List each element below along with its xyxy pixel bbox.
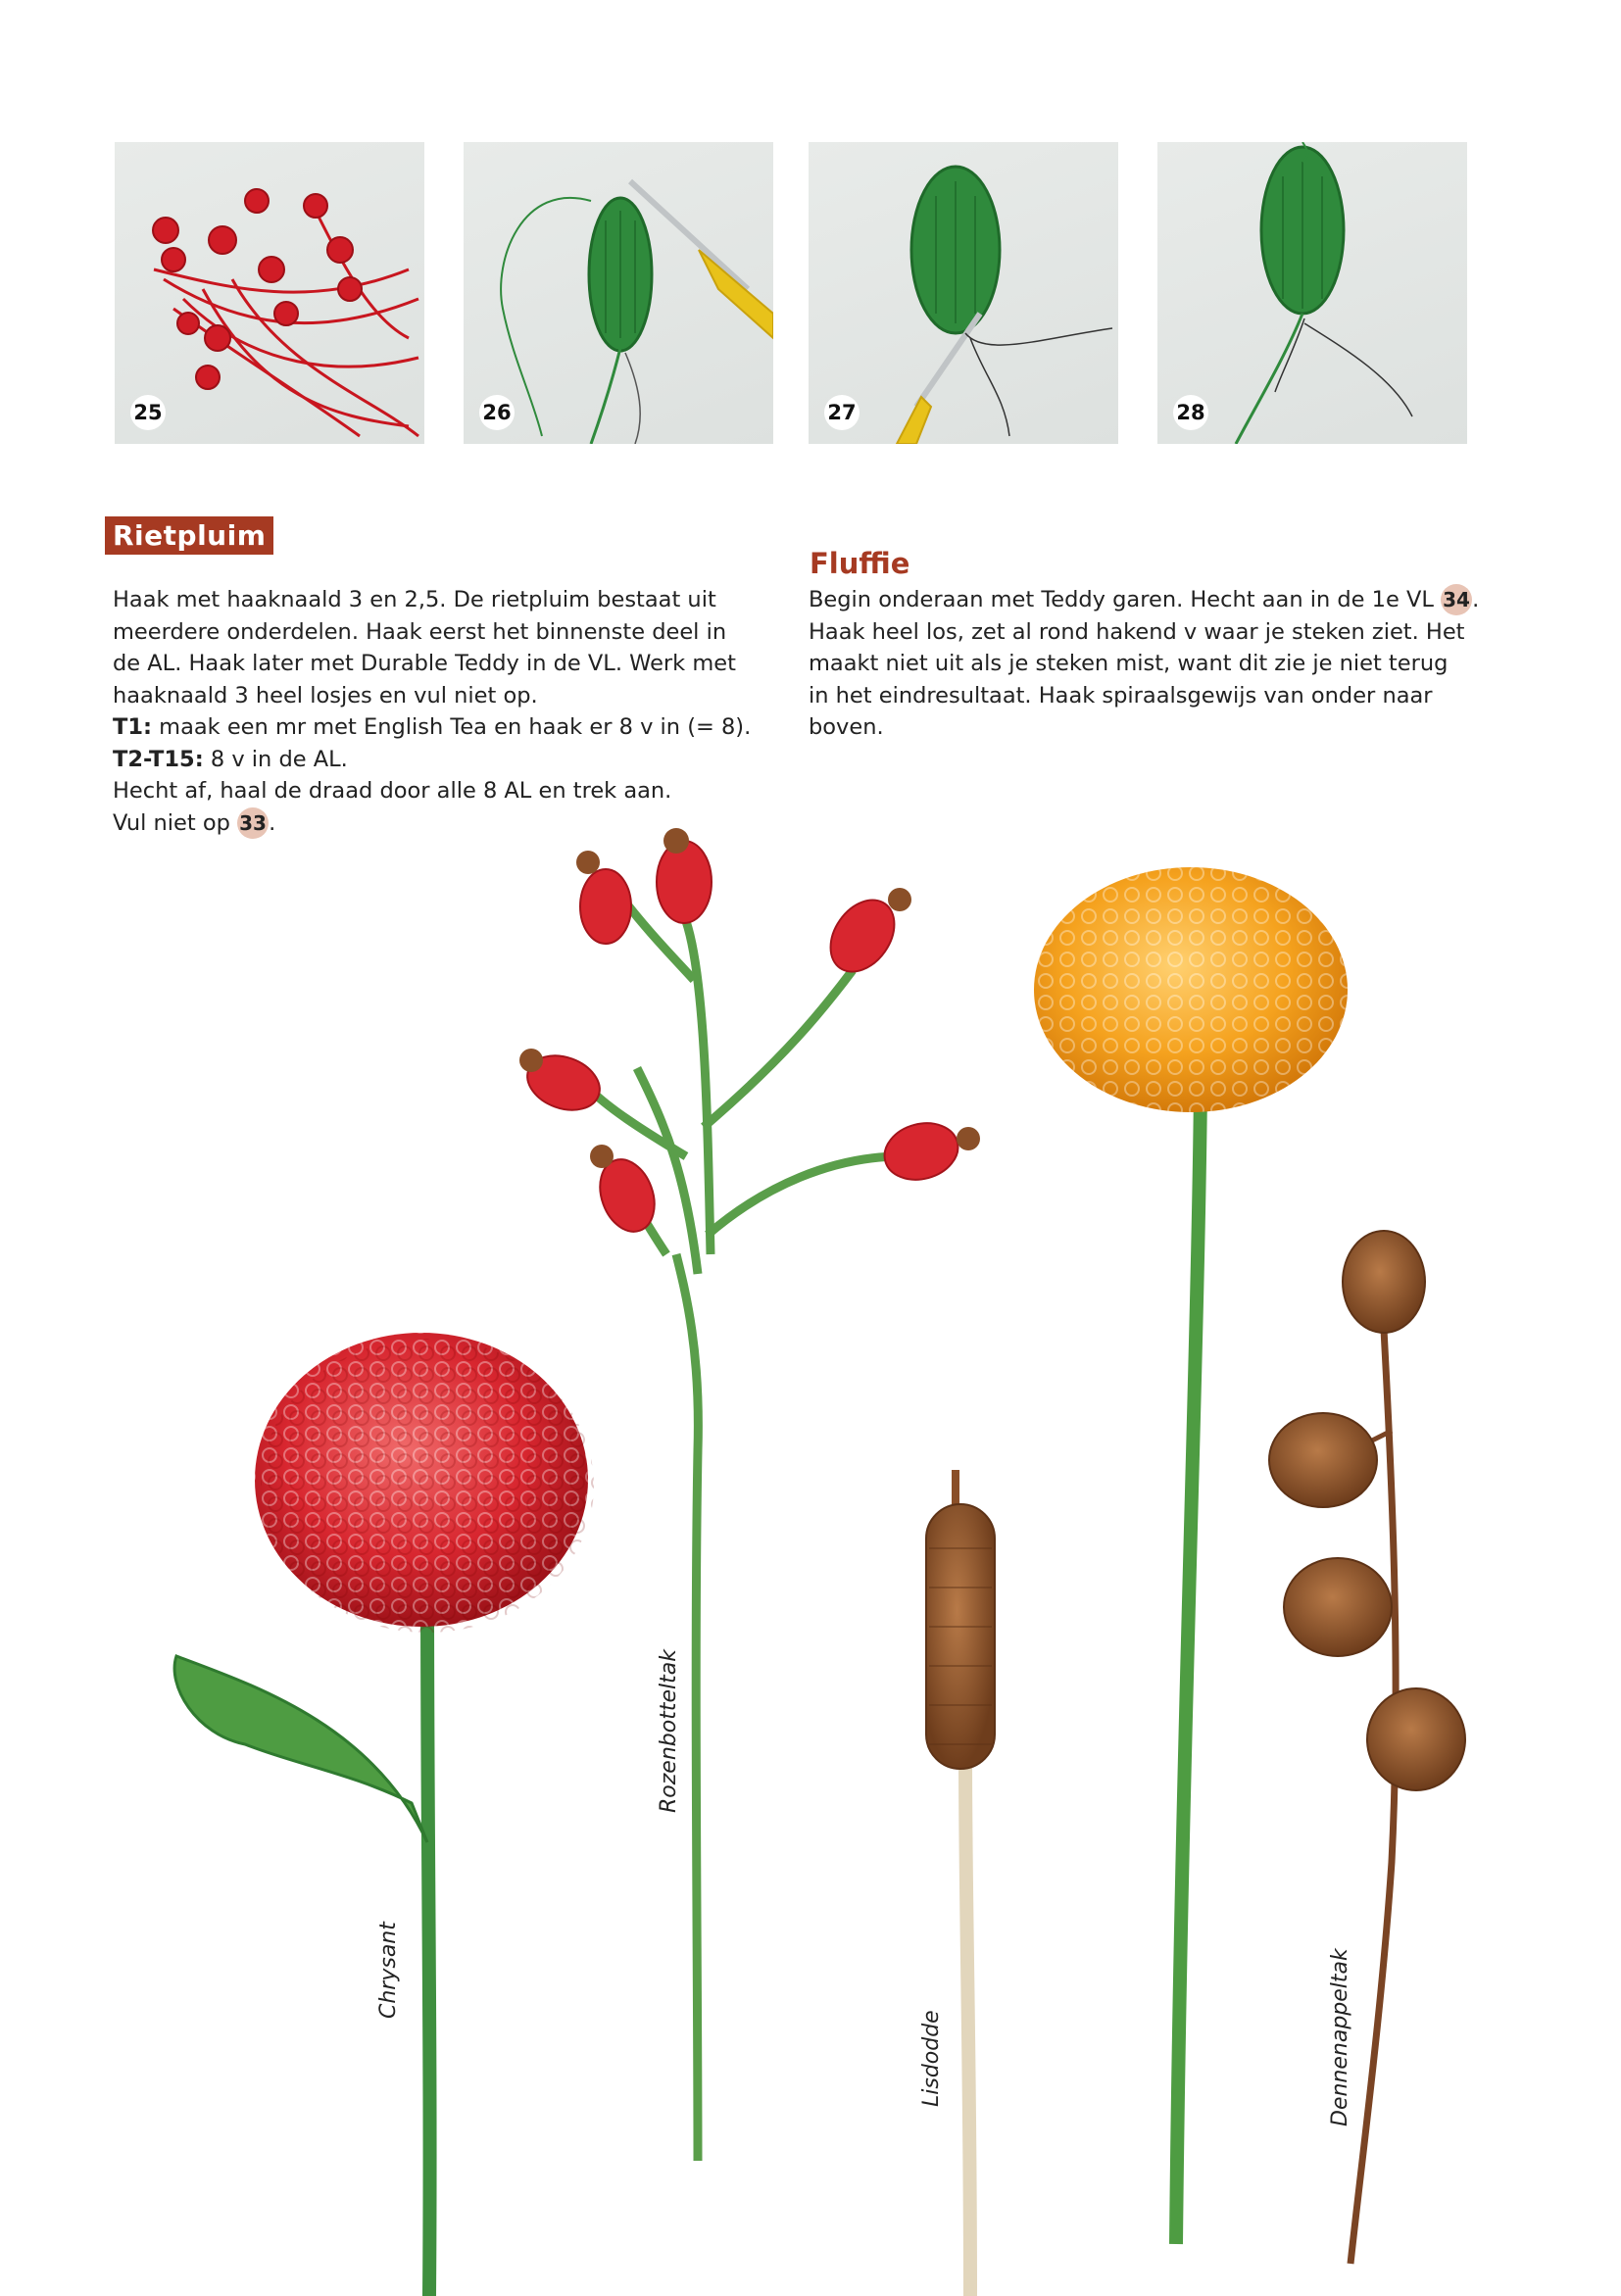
- photo-ref-badge: 34: [1441, 584, 1472, 615]
- step-number-badge: 27: [824, 395, 860, 430]
- dennenappeltak-label: Dennenappeltak: [1328, 1948, 1352, 2126]
- instruction-line: Hecht af, haal de draad door alle 8 AL en trek aan.: [113, 778, 672, 804]
- instruction-line: maakt niet uit als je steken mist, want dit zie je niet terug: [809, 651, 1449, 676]
- round-instruction: [113, 711, 760, 744]
- lisdodde-cattail: [926, 1470, 995, 2296]
- chrysant-label: Chrysant: [376, 1922, 401, 2019]
- chrysant-flower: [174, 1333, 594, 2296]
- instruction-line: Haak met haaknaald 3 en 2,5. De rietpluim bestaat uit: [113, 587, 716, 612]
- fluffie-flower: [1034, 867, 1348, 2244]
- fluffie-heading: Fluffie: [810, 547, 910, 580]
- step-photo-25: [115, 142, 424, 444]
- instruction-end: .: [1472, 587, 1480, 612]
- rietpluim-heading: Rietpluim: [105, 516, 273, 555]
- rozenbotteltak-label: Rozenbotteltak: [657, 1649, 681, 1813]
- instruction-end: .: [269, 809, 276, 836]
- dennenappeltak-branch: [1269, 1231, 1465, 2264]
- lisdodde-label: Lisdodde: [919, 2010, 944, 2107]
- instruction-line: meerdere onderdelen. Haak eerst het binnenste deel in: [113, 618, 727, 645]
- step-number-badge: 26: [479, 395, 515, 430]
- photo-ref-badge: 33: [237, 807, 269, 839]
- instruction-line: Haak heel los, zet al rond hakend v waar je steken ziet. Het: [809, 618, 1465, 645]
- rozenbotteltak-branch: [588, 892, 902, 2161]
- step-photo-28: [1157, 142, 1467, 444]
- green-leaf-image: [1157, 142, 1467, 444]
- round-text: 8 v in de AL.: [203, 746, 348, 772]
- instruction-line: boven.: [809, 714, 884, 740]
- step-photo-27: [809, 142, 1118, 444]
- green-leaf-hook-image: [464, 142, 773, 444]
- step-photo-26: [464, 142, 773, 444]
- red-bobbles-image: [115, 142, 424, 444]
- fluffie-instructions: [809, 584, 1495, 744]
- round-label: T1:: [113, 714, 153, 740]
- step-number-badge: 28: [1173, 395, 1208, 430]
- green-leaf-hook-low-image: [809, 142, 1118, 444]
- instruction-text: Vul niet op: [113, 809, 238, 836]
- instruction-line: in het eindresultaat. Haak spiraalsgewijs van onder naar: [809, 682, 1433, 708]
- instruction-line: haaknaald 3 heel losjes en vul niet op.: [113, 682, 538, 708]
- step-number-badge: 25: [130, 395, 166, 430]
- instruction-text: Begin onderaan met Teddy garen. Hecht aan in de 1e VL: [809, 587, 1442, 612]
- rietpluim-instructions: [113, 584, 760, 839]
- round-instruction: [113, 744, 760, 776]
- instruction-line: de AL. Haak later met Durable Teddy in de VL. Werk met: [113, 651, 736, 676]
- round-text: maak een mr met English Tea en haak er 8 v in (= 8).: [152, 714, 752, 740]
- instruction-line: [809, 584, 1495, 616]
- round-label: T2-T15:: [113, 746, 204, 772]
- crochet-flowers-photo: [0, 823, 1621, 2296]
